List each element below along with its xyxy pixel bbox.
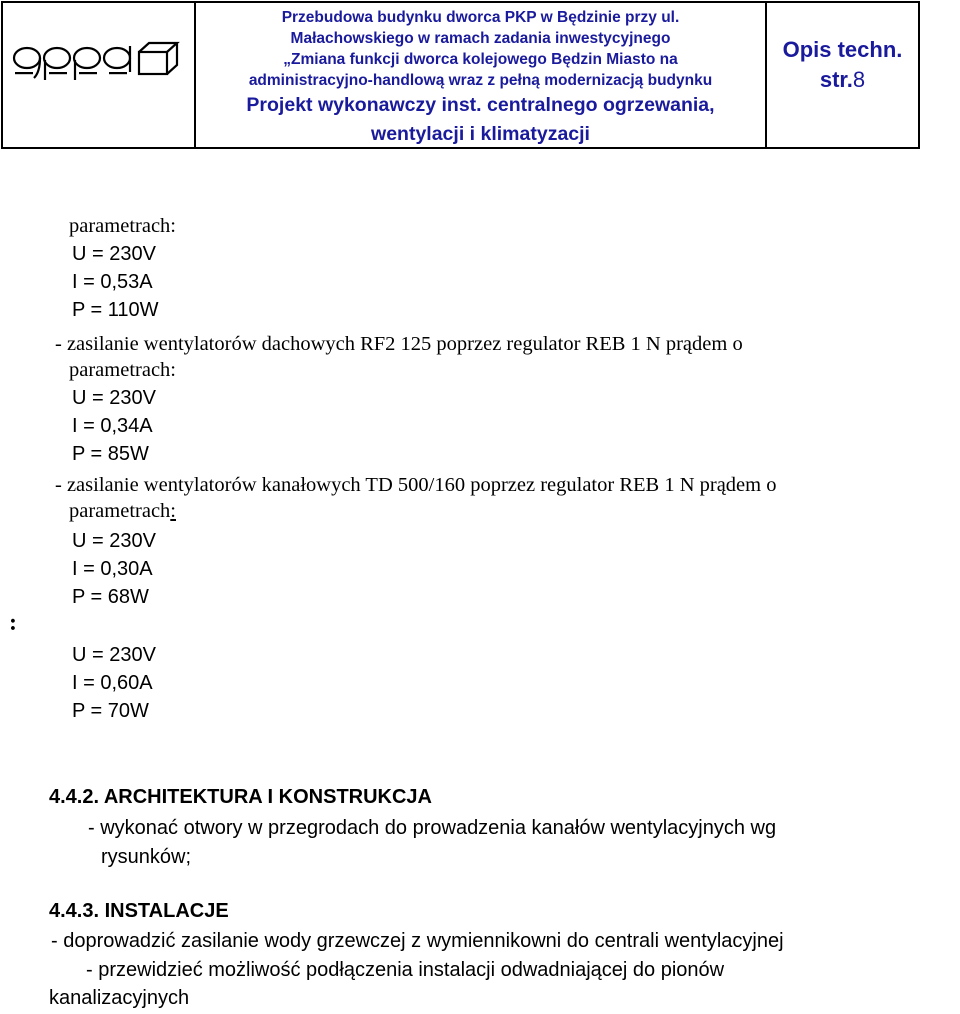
section-heading-installations: 4.4.3. INSTALACJE (49, 900, 229, 922)
title-line-2: Małachowskiego w ramach zadania inwestycyjnego (290, 30, 671, 47)
param-heading-3-colon: : (170, 500, 176, 522)
page-label: Opis techn. (782, 37, 903, 62)
power-value-1: P = 110W (72, 299, 159, 321)
page-number-value: 8 (852, 67, 866, 92)
section-heading-architecture: 4.4.2. ARCHITEKTURA I KONSTRUKCJA (49, 786, 432, 808)
title-line-1: Przebudowa budynku dworca PKP w Będzinie przy ul. (281, 9, 680, 26)
current-value-2: I = 0,34A (72, 415, 153, 437)
stray-colon: : (9, 610, 17, 636)
current-value-4: I = 0,60A (72, 672, 153, 694)
title-line-4: administracyjno-handlową wraz z pełną modernizacją budynku (248, 72, 713, 89)
current-value-1: I = 0,53A (72, 271, 153, 293)
page-info-cell (767, 3, 918, 147)
inst-item-1: - doprowadzić zasilanie wody grzewczej z wymiennikowni do centrali wentylacyjnej (51, 930, 784, 952)
arch-item-line-2: rysunków; (101, 846, 192, 868)
logo-cell (3, 3, 196, 147)
param-heading-1: parametrach: (69, 215, 176, 237)
voltage-value-1: U = 230V (72, 243, 156, 265)
power-value-2: P = 85W (72, 443, 149, 465)
company-logo (11, 38, 187, 82)
voltage-value-4: U = 230V (72, 644, 156, 666)
project-line-2: wentylacji i klimatyzacji (371, 123, 590, 145)
title-line-3: „Zmiana funkcji dworca kolejowego Będzin Miasto na (283, 51, 678, 68)
power-value-4: P = 70W (72, 700, 149, 722)
power-value-3: P = 68W (72, 586, 149, 608)
title-cell (196, 3, 767, 147)
page-prefix: str. (819, 67, 853, 92)
supply-line-roof-fans: - zasilanie wentylatorów dachowych RF2 125 poprzez regulator REB 1 N prądem o (55, 333, 743, 355)
inst-item-2-continuation: kanalizacyjnych (49, 987, 190, 1009)
param-heading-3-text: parametrach (69, 500, 171, 522)
inst-item-2: - przewidzieć możliwość podłączenia instalacji odwadniającej do pionów (86, 959, 725, 981)
voltage-value-3: U = 230V (72, 530, 156, 552)
param-heading-3 (69, 500, 176, 523)
voltage-value-2: U = 230V (72, 387, 156, 409)
supply-line-duct-fans: - zasilanie wentylatorów kanałowych TD 500/160 poprzez regulator REB 1 N prądem o (55, 474, 777, 496)
page-number (767, 67, 918, 93)
arch-item-line-1: - wykonać otwory w przegrodach do prowadzenia kanałów wentylacyjnych wg (88, 817, 777, 839)
project-line-1: Projekt wykonawczy inst. centralnego ogrzewania, (246, 94, 715, 116)
document-header (1, 1, 920, 149)
current-value-3: I = 0,30A (72, 558, 153, 580)
param-heading-2: parametrach: (69, 359, 176, 381)
